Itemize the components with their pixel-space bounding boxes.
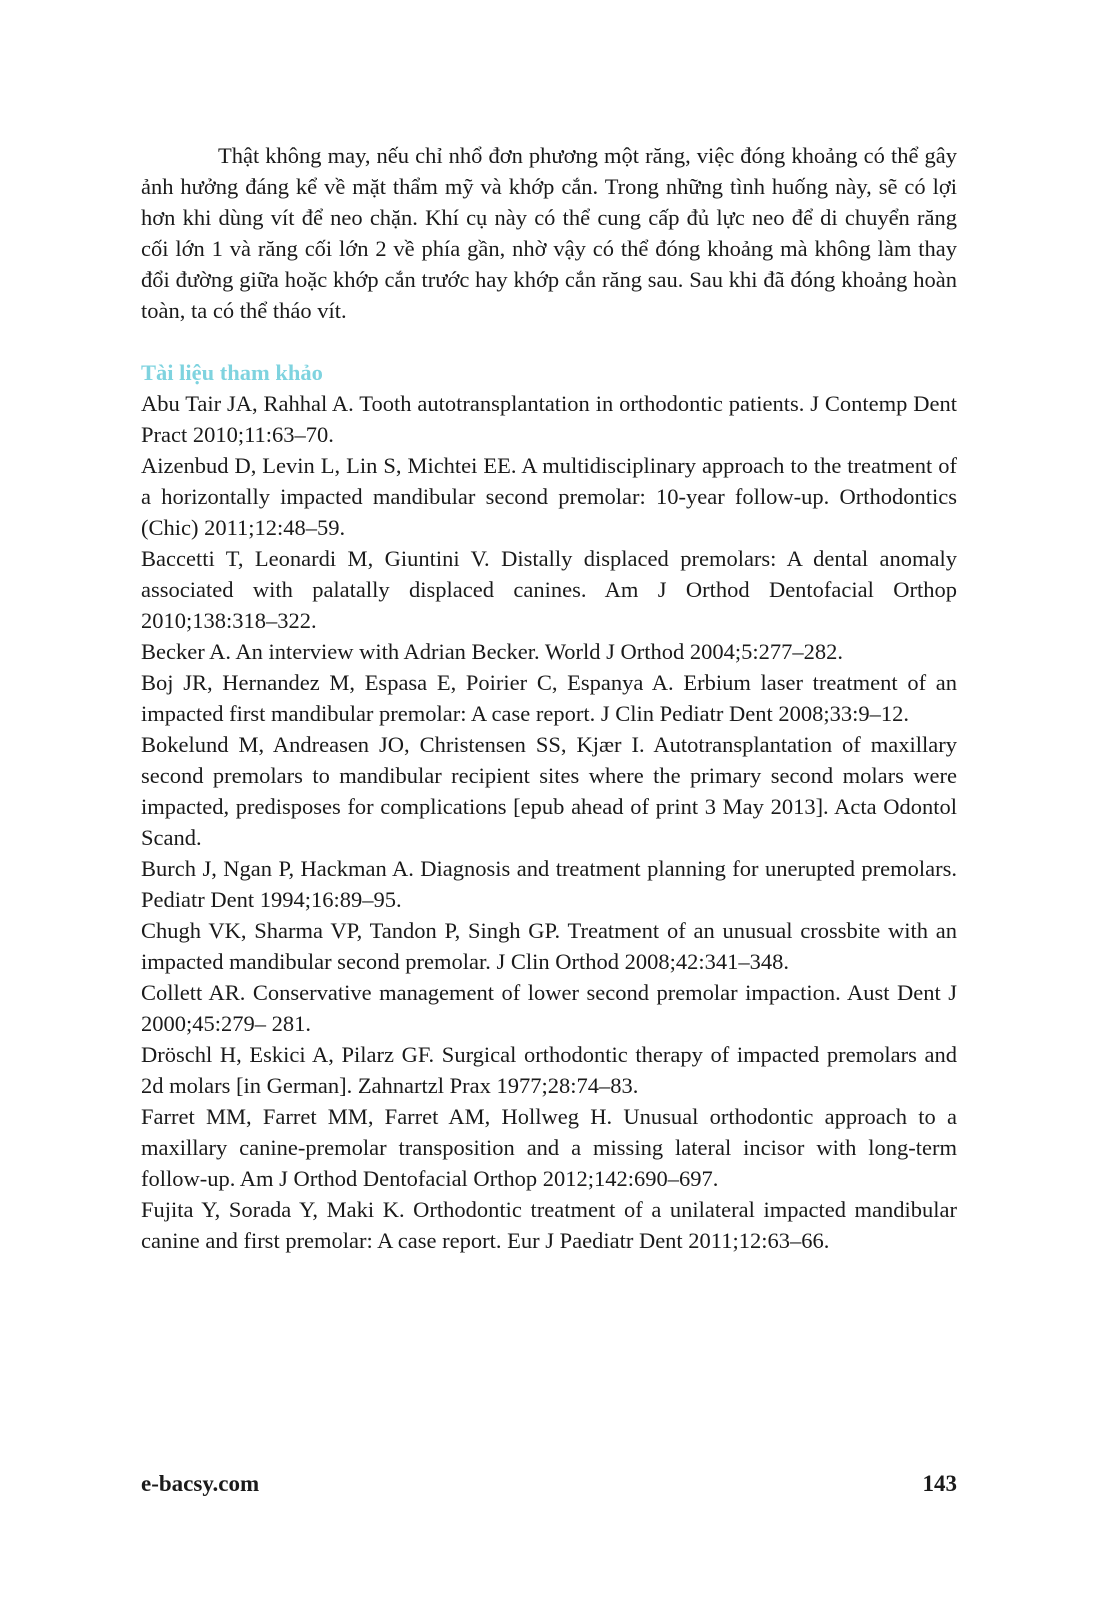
reference-item: Fujita Y, Sorada Y, Maki K. Orthodontic treatment of a unilateral impacted mandibular canine and first premolar: A case report. Eur J Paediatr Dent 2011;12:63–66. <box>141 1197 957 1253</box>
page-content <box>141 140 957 1256</box>
reference-item: Abu Tair JA, Rahhal A. Tooth autotransplantation in orthodontic patients. J Contemp Dent Pract 2010;11:63–70. <box>141 391 957 447</box>
reference-item: Aizenbud D, Levin L, Lin S, Michtei EE. A multidisciplinary approach to the treatment of a horizontally impacted mandibular second premolar: 10-year follow-up. Orthodontics (Chic) 2011;12:48–59. <box>141 453 957 540</box>
reference-item: Bokelund M, Andreasen JO, Christensen SS, Kjær I. Autotransplantation of maxillary second premolars to mandibular recipient sites where the primary second molars were impacted, predisposes for complications [epub ahead of print 3 May 2013]. Acta Odontol Scand. <box>141 732 957 850</box>
intro-paragraph: Thật không may, nếu chỉ nhổ đơn phương một răng, việc đóng khoảng có thể gây ảnh hưởng đáng kể về mặt thẩm mỹ và khớp cắn. Trong những tình huống này, sẽ có lợi hơn khi dùng vít để neo chặn. Khí cụ này có thể cung cấp đủ lực neo để di chuyển răng cối lớn 1 và răng cối lớn 2 về phía gần, nhờ vậy có thể đóng khoảng mà không làm thay đổi đường giữa hoặc khớp cắn trước hay khớp cắn răng sau. Sau khi đã đóng khoảng hoàn toàn, ta có thể tháo vít. <box>141 143 957 323</box>
reference-item: Farret MM, Farret MM, Farret AM, Hollweg H. Unusual orthodontic approach to a maxillary canine-premolar transposition and a missing lateral incisor with long-term follow-up. Am J Orthod Dentofacial Orthop 2012;142:690–697. <box>141 1104 957 1191</box>
reference-item: Chugh VK, Sharma VP, Tandon P, Singh GP. Treatment of an unusual crossbite with an impacted mandibular second premolar. J Clin Orthod 2008;42:341–348. <box>141 918 957 974</box>
reference-item: Burch J, Ngan P, Hackman A. Diagnosis and treatment planning for unerupted premolars. Pediatr Dent 1994;16:89–95. <box>141 856 957 912</box>
reference-item: Collett AR. Conservative management of lower second premolar impaction. Aust Dent J 2000;45:279– 281. <box>141 980 957 1036</box>
reference-item: Dröschl H, Eskici A, Pilarz GF. Surgical orthodontic therapy of impacted premolars and 2d molars [in German]. Zahnartzl Prax 1977;28:74–83. <box>141 1042 957 1098</box>
reference-item: Baccetti T, Leonardi M, Giuntini V. Distally displaced premolars: A dental anomaly associated with palatally displaced canines. Am J Orthod Dentofacial Orthop 2010;138:318–322. <box>141 546 957 633</box>
page-number: 143 <box>922 1471 957 1496</box>
page-footer <box>141 1468 957 1500</box>
reference-list <box>141 388 957 1256</box>
reference-item: Becker A. An interview with Adrian Becker. World J Orthod 2004;5:277–282. <box>141 639 844 664</box>
footer-site-name: e-bacsy.com <box>141 1471 260 1496</box>
references-heading: Tài liệu tham khảo <box>141 360 323 385</box>
reference-item: Boj JR, Hernandez M, Espasa E, Poirier C, Espanya A. Erbium laser treatment of an impacted first mandibular premolar: A case report. J Clin Pediatr Dent 2008;33:9–12. <box>141 670 957 726</box>
